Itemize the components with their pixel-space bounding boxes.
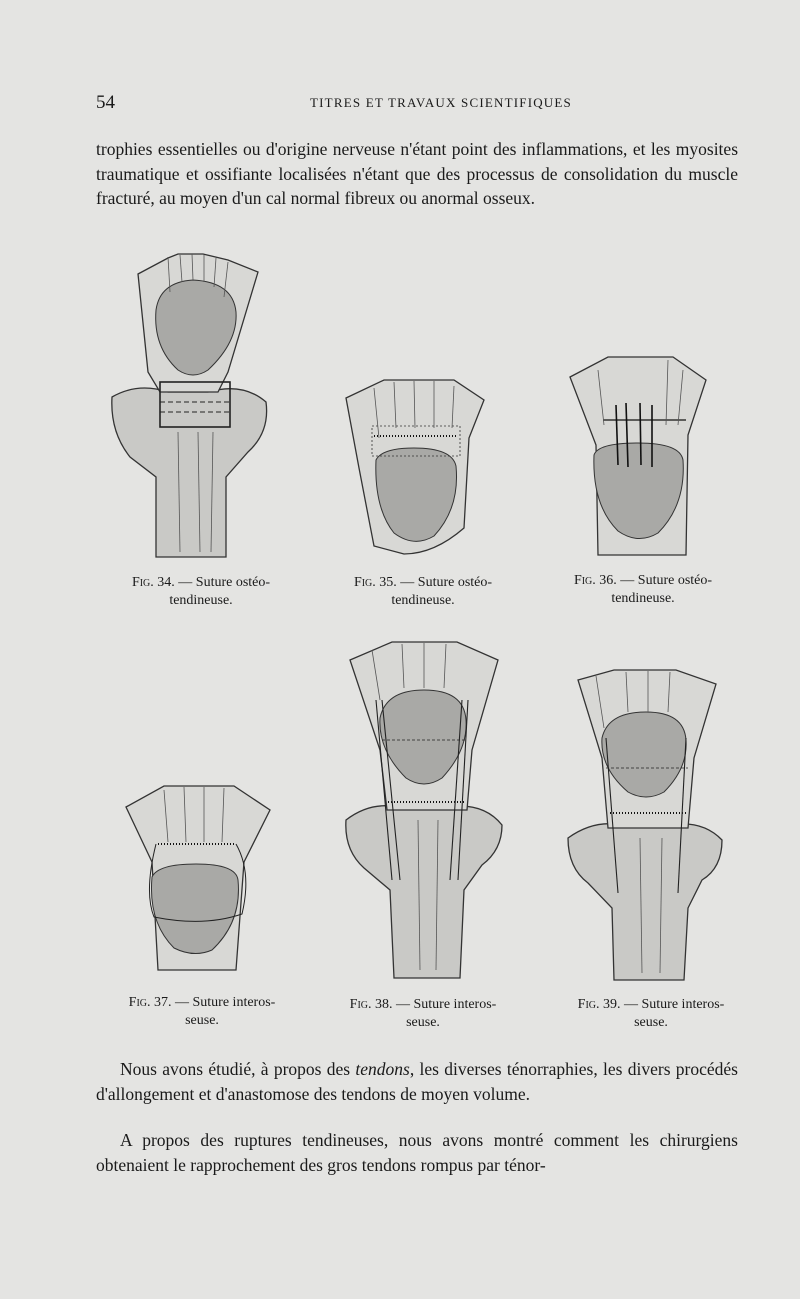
figure-38-caption [318, 996, 528, 1032]
paragraph-ruptures: A propos des ruptures tendineuses, nous avons montré comment les chirurgiens obtenaient le rapprochement des gros tendons rompus par ténor- [96, 1130, 738, 1175]
figure-35-illustration [344, 378, 486, 556]
figure-38-number: Fig. 38. [349, 997, 393, 1012]
figure-36-caption-line1: — Suture ostéo- [620, 573, 713, 588]
page-header [96, 92, 746, 116]
figure-36-number: Fig. 36. [573, 573, 617, 588]
figure-34-caption-line1: — Suture ostéo- [178, 575, 271, 590]
paragraph-2-end: , les diverses ténorraphies, les divers procédés d'allongement et d'anastomose des tendons de moyen volume. [96, 1059, 738, 1104]
figure-36-caption [538, 572, 748, 608]
figure-34-caption [100, 574, 302, 610]
figure-39-illustration [566, 668, 724, 984]
figure-38-caption-line1: — Suture interos- [396, 997, 497, 1012]
running-title: TITRES ET TRAVAUX SCIENTIFIQUES [310, 95, 572, 110]
figure-39-caption-line1: — Suture interos- [624, 997, 725, 1012]
figure-39-caption-line2: seuse. [634, 1015, 668, 1030]
figure-34-caption-line2: tendineuse. [169, 593, 233, 608]
emphasis-tendons: tendons [355, 1059, 410, 1079]
figure-38-illustration [342, 640, 504, 982]
paragraph-tendons [96, 1057, 738, 1106]
figure-38-caption-line2: seuse. [406, 1015, 440, 1030]
figure-35-number: Fig. 35. [353, 575, 397, 590]
figure-39-number: Fig. 39. [577, 997, 621, 1012]
figure-37-number: Fig. 37. [128, 995, 172, 1010]
figure-37-illustration [124, 782, 272, 974]
figure-34-number: Fig. 34. [131, 575, 175, 590]
figure-39-caption [544, 996, 758, 1032]
figure-35-caption-line1: — Suture ostéo- [400, 575, 493, 590]
figure-37-caption [98, 994, 306, 1030]
paragraph-2-start: Nous avons étudié, à propos des [120, 1059, 356, 1079]
figure-37-caption-line1: — Suture interos- [175, 995, 276, 1010]
figure-34-illustration [108, 252, 270, 562]
page-number: 54 [96, 92, 115, 113]
figure-37-caption-line2: seuse. [185, 1013, 219, 1028]
figure-35-caption-line2: tendineuse. [391, 593, 455, 608]
intro-paragraph: trophies essentielles ou d'origine nerveuse n'étant point des inflammations, et les myosites traumatique et ossifiante localisées n'étant que des processus de consolidation du muscle fracturé, au moyen d'un cal normal fibreux ou anormal osseux. [96, 139, 738, 208]
figure-35-caption [318, 574, 528, 610]
figure-36-illustration [568, 355, 708, 560]
figure-36-caption-line2: tendineuse. [611, 591, 675, 606]
